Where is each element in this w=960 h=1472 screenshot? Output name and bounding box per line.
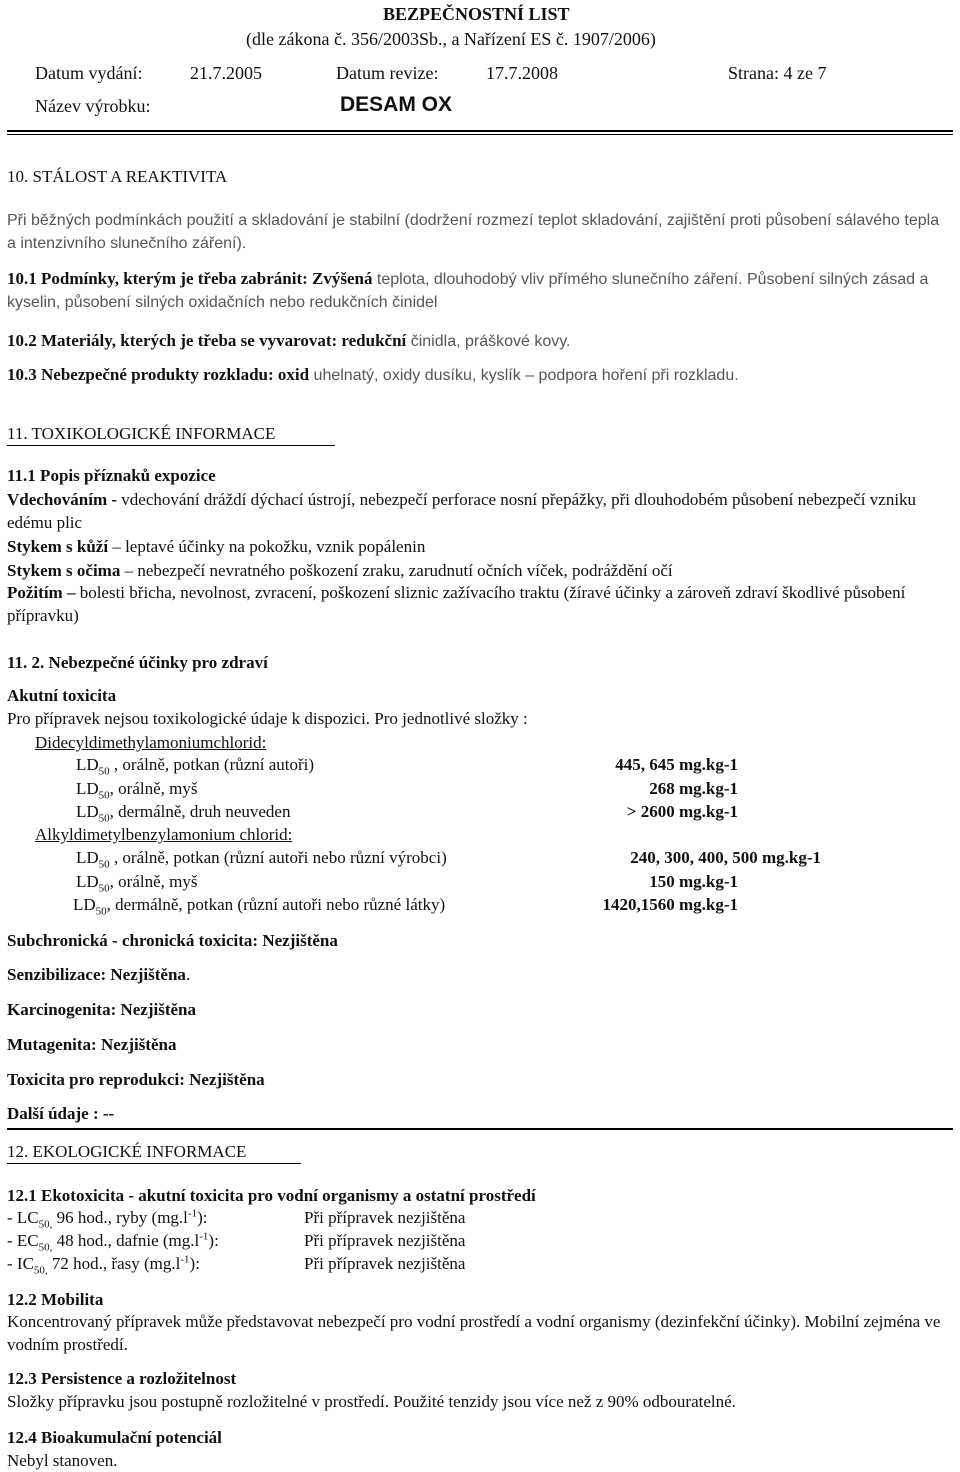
ld-value: 240, 300, 400, 500 mg.kg-1 xyxy=(630,848,821,867)
ld-prefix: LD xyxy=(73,895,96,914)
eco-suffix: ): xyxy=(208,1231,219,1250)
carcinogenicity: Karcinogenita: Nezjištěna xyxy=(7,1000,197,1019)
sensitization-dot: . xyxy=(185,965,191,984)
eco-superscript: -1 xyxy=(199,1230,209,1243)
section-10-2 xyxy=(7,329,942,353)
ld-prefix: LD xyxy=(76,848,99,867)
section-10-intro: Při běžných podmínkách použití a skladování je stabilní (dodržení rozmezí teplot skladování, zajištění proti působení sálavého tepla a intenzivního slunečního záření). xyxy=(7,212,940,252)
ld-description: , dermálně, druh neuveden xyxy=(109,802,291,821)
eye-description: – nebezpečí nevratného poškození zraku, zarudnutí očních víček, podráždění očí xyxy=(120,561,673,580)
mobility-text: Koncentrovaný přípravek může představovat nebezpečí pro vodní prostředí a vodní organismy (dezinfekční účinky). Mobilní zejména ve vodním prostředí. xyxy=(7,1312,941,1354)
product-label: Název výrobku: xyxy=(35,96,151,116)
section-10-heading: 10. STÁLOST A REAKTIVITA xyxy=(7,167,228,186)
page-number: Strana: 4 ze 7 xyxy=(728,63,827,83)
ld-prefix: LD xyxy=(76,872,99,891)
component-1-name: Didecyldimethylamoniumchlorid: xyxy=(35,733,267,752)
ld-label xyxy=(76,802,291,825)
eco-prefix: - EC xyxy=(7,1231,39,1250)
eco-suffix: ): xyxy=(189,1254,200,1273)
eco-subscript: 50, xyxy=(38,1241,53,1254)
section-11-underline xyxy=(7,445,335,446)
ld-description: , orálně, myš xyxy=(109,779,198,798)
ecotoxicity-result: Při přípravek nezjištěna xyxy=(304,1208,466,1227)
header-divider xyxy=(7,130,953,132)
section-10-3 xyxy=(7,363,942,387)
revision-date-label: Datum revize: xyxy=(336,63,439,83)
ld-prefix: LD xyxy=(76,802,99,821)
section-10-3-text: uhelnatý, oxidy dusíku, kyslík – podpora hoření při rozkladu. xyxy=(309,367,739,384)
section-12-divider xyxy=(7,1128,953,1130)
ld-description: , orálně, potkan (různí autoři nebo různí výrobci) xyxy=(109,848,447,867)
ld-subscript: 50 xyxy=(98,858,110,871)
section-12-1-heading: 12.1 Ekotoxicita - akutní toxicita pro vodní organismy a ostatní prostředí xyxy=(7,1186,536,1205)
ecotoxicity-result: Při přípravek nezjištěna xyxy=(304,1231,466,1250)
ecotoxicity-result: Při přípravek nezjištěna xyxy=(304,1254,466,1273)
ingestion-label: Požitím – xyxy=(7,583,76,602)
inhalation-description: vdechování dráždí dýchací ústrojí, nebezpečí perforace nosní přepážky, při dlouhodobém působení nebezpečí vzniku edému plic xyxy=(7,490,917,532)
issue-date-label: Datum vydání: xyxy=(35,63,143,83)
ecotoxicity-parameter xyxy=(7,1253,200,1277)
eco-description: 72 hod., řasy (mg.l xyxy=(47,1254,181,1273)
ld-value: 445, 645 mg.kg-1 xyxy=(615,755,738,774)
eco-superscript: -1 xyxy=(187,1207,198,1220)
document-subtitle: (dle zákona č. 356/2003Sb., a Nařízení ES č. 1907/2006) xyxy=(246,29,656,49)
eco-description: 48 hod., dafnie (mg.l xyxy=(52,1231,200,1250)
eco-subscript: 50, xyxy=(38,1218,53,1231)
eco-suffix: ): xyxy=(197,1208,208,1227)
section-10-2-bold: 10.2 Materiály, kterých je třeba se vyvarovat: redukční xyxy=(7,331,407,350)
eco-description: 96 hod., ryby (mg.l xyxy=(52,1208,188,1227)
ld-value: 150 mg.kg-1 xyxy=(649,872,738,891)
section-10-1-text: teplota, dlouhodobý vliv přímého slunečního záření. Působení silných zásad a kyselin, působení silných oxidačních nebo redukčních činidel xyxy=(7,271,929,311)
ecotoxicity-parameter xyxy=(7,1207,208,1231)
sensitization xyxy=(7,966,190,983)
eco-superscript: -1 xyxy=(180,1253,190,1266)
ld-subscript: 50 xyxy=(98,789,110,802)
ld-subscript: 50 xyxy=(98,812,110,825)
revision-date: 17.7.2008 xyxy=(486,63,558,83)
ld-subscript: 50 xyxy=(98,765,110,778)
section-10-1-bold: 10.1 Podmínky, kterým je třeba zabránit: Zvýšená xyxy=(7,269,373,288)
eco-subscript: 50, xyxy=(33,1264,48,1277)
inhalation-text xyxy=(7,488,942,534)
ingestion-description: bolesti břicha, nevolnost, zvracení, poškození sliznic zažívacího traktu (žíravé účinky a zároveň zdraví škodlivé působení přípravku) xyxy=(7,583,906,625)
ld-value: 1420,1560 mg.kg-1 xyxy=(602,895,738,914)
bioaccumulation-text: Nebyl stanoven. xyxy=(7,1451,118,1470)
ld-subscript: 50 xyxy=(98,882,110,895)
ecotoxicity-parameter xyxy=(7,1230,219,1254)
ld-description: , orálně, myš xyxy=(109,872,198,891)
subchronic-toxicity: Subchronická - chronická toxicita: Nezjištěna xyxy=(7,931,338,950)
section-12-4-heading: 12.4 Bioakumulační potenciál xyxy=(7,1428,222,1447)
eco-prefix: - LC xyxy=(7,1208,39,1227)
section-12-3-heading: 12.3 Persistence a rozložitelnost xyxy=(7,1369,237,1388)
issue-date: 21.7.2005 xyxy=(190,63,262,83)
section-12-heading: 12. EKOLOGICKÉ INFORMACE xyxy=(7,1142,247,1161)
skin-contact xyxy=(7,538,425,555)
ld-prefix: LD xyxy=(76,779,99,798)
other-data: Další údaje : -- xyxy=(7,1104,115,1123)
inhalation-label: Vdechováním - xyxy=(7,490,118,509)
eye-contact xyxy=(7,562,673,579)
ld-label xyxy=(76,872,198,895)
section-10-3-bold: 10.3 Nebezpečné produkty rozkladu: oxid xyxy=(7,365,310,384)
ld-description: , dermálně, potkan (různí autoři nebo různé látky) xyxy=(106,895,446,914)
section-10-1 xyxy=(7,267,942,314)
header-divider-thin xyxy=(7,134,953,135)
persistence-text: Složky přípravku jsou postupně rozložitelné v prostředí. Použité tenzidy jsou více než z 90% odbouratelné. xyxy=(7,1392,736,1411)
acute-toxicity-intro: Pro přípravek nejsou toxikologické údaje k dispozici. Pro jednotlivé složky : xyxy=(7,709,528,728)
ld-label xyxy=(76,755,315,778)
section-10-2-text: činidla, práškové kovy. xyxy=(406,333,571,350)
component-2-name: Alkyldimetylbenzylamonium chlorid: xyxy=(35,825,293,844)
reproductive-toxicity: Toxicita pro reprodukci: Nezjištěna xyxy=(7,1070,265,1089)
eco-prefix: - IC xyxy=(7,1254,34,1273)
ld-description: , orálně, potkan (různí autoři) xyxy=(109,755,315,774)
ld-subscript: 50 xyxy=(95,905,107,918)
ld-value: 268 mg.kg-1 xyxy=(649,779,738,798)
section-11-1-heading: 11.1 Popis příznaků expozice xyxy=(7,466,216,485)
ld-prefix: LD xyxy=(76,755,99,774)
document-title: BEZPEČNOSTNÍ LIST xyxy=(383,4,570,24)
section-11-heading: 11. TOXIKOLOGICKÉ INFORMACE xyxy=(7,424,276,443)
product-name: DESAM OX xyxy=(340,93,453,116)
skin-label: Stykem s kůží xyxy=(7,537,109,556)
eye-label: Stykem s očima xyxy=(7,561,121,580)
ld-value: > 2600 mg.kg-1 xyxy=(626,802,738,821)
skin-description: – leptavé účinky na pokožku, vznik popálenin xyxy=(108,537,426,556)
section-12-underline xyxy=(7,1163,301,1164)
section-11-2-heading: 11. 2. Nebezpečné účinky pro zdraví xyxy=(7,653,268,672)
ingestion-text xyxy=(7,581,942,627)
ld-label xyxy=(76,848,447,871)
sensitization-text: Senzibilizace: Nezjištěna xyxy=(7,965,186,984)
acute-toxicity-heading: Akutní toxicita xyxy=(7,686,117,705)
ld-label xyxy=(76,779,198,802)
ld-label xyxy=(73,895,446,918)
section-12-2-heading: 12.2 Mobilita xyxy=(7,1290,104,1309)
mutagenicity: Mutagenita: Nezjištěna xyxy=(7,1035,177,1054)
